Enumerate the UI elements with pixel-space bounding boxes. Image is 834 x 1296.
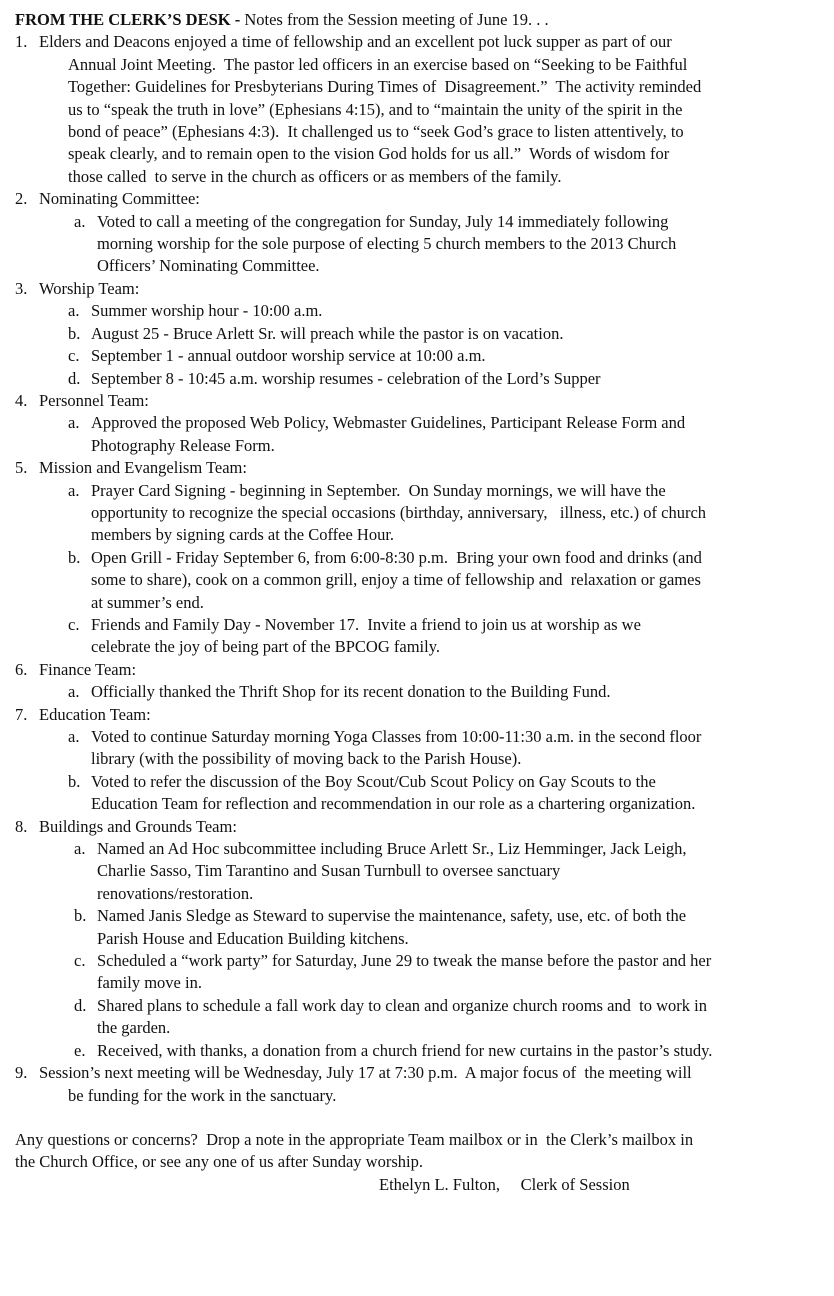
sub-item-text-line: Parish House and Education Building kitchens. [97,928,409,948]
sub-item [68,300,825,322]
sub-list [68,726,825,816]
notes-list [15,31,825,1107]
sub-item-text-line: Summer worship hour - 10:00 a.m. [91,301,323,321]
item-title: Education Team: [39,704,151,724]
list-item [15,816,825,1062]
sub-item-letter: d. [68,368,81,388]
sub-item-text-line: September 1 - annual outdoor worship service at 10:00 a.m. [91,346,486,366]
sub-item-letter: b. [68,547,81,567]
sub-item-text-line: morning worship for the sole purpose of electing 5 church members to the 2013 Church [97,234,677,254]
sub-item-text-line: Voted to continue Saturday morning Yoga Classes from 10:00-11:30 a.m. in the second floor [91,727,702,746]
sub-item-text-line: Officially thanked the Thrift Shop for its recent donation to the Building Fund. [91,682,611,702]
sub-item-letter: d. [74,995,87,1015]
list-item [15,659,825,704]
item-text-line: us to “speak the truth in love” (Ephesians 4:15), and to “maintain the unity of the spirit in the [68,99,683,119]
item-text-line: those called to serve in the church as officers or as members of the family. [68,166,562,186]
closing-text-line: the Church Office, or see any one of us after Sunday worship. [15,1152,423,1172]
sub-item-text-line: family move in. [97,973,202,993]
sub-list [68,681,825,703]
sub-item [68,480,825,547]
sub-item [74,905,825,950]
heading-rest: Notes from the Session meeting of June 19. . . [240,10,549,29]
item-number: 6. [15,659,28,679]
sub-item-text-line: the garden. [97,1018,171,1038]
item-number: 3. [15,278,28,298]
sub-list [74,211,825,278]
sub-item-text-line: Approved the proposed Web Policy, Webmaster Guidelines, Participant Release Form and [91,413,686,433]
sub-item-text-line: Prayer Card Signing - beginning in September. On Sunday mornings, we will have the [91,480,666,500]
closing-text-line: Any questions or concerns? Drop a note in the appropriate Team mailbox or in the Clerk’s mailbox in [15,1129,694,1149]
list-item [15,390,825,457]
item-number: 7. [15,704,28,724]
sub-item-text-line: August 25 - Bruce Arlett Sr. will preach while the pastor is on vacation. [91,323,564,343]
sub-item-letter: a. [74,211,86,231]
item-number: 9. [15,1063,28,1083]
list-item [15,704,825,816]
sub-item [68,681,825,703]
sub-item-letter: a. [68,301,80,321]
sub-item-text-line: Scheduled a “work party” for Saturday, June 29 to tweak the manse before the pastor and her [97,951,712,971]
sub-list [68,300,825,390]
sub-item-letter: e. [74,1040,86,1060]
sub-item-text-line: Charlie Sasso, Tim Tarantino and Susan Turnbull to oversee sanctuary [97,861,561,881]
sub-item-text-line: September 8 - 10:45 a.m. worship resumes - celebration of the Lord’s Supper [91,368,601,388]
sub-item-text-line: Photography Release Form. [91,435,275,455]
list-item [15,188,825,278]
item-text-line: speak clearly, and to remain open to the vision God holds for us all.” Words of wisdom for [68,144,670,164]
item-title: Worship Team: [39,278,140,298]
sub-list [68,480,825,659]
sub-item-text-line: at summer’s end. [91,592,204,612]
signature-name: Ethelyn L. Fulton, [379,1174,500,1194]
sub-item-text-line: members by signing cards at the Coffee Hour. [91,525,395,545]
item-title: Mission and Evangelism Team: [39,458,247,478]
sub-list [74,838,825,1062]
sub-item [68,368,825,390]
sub-item-letter: a. [68,682,80,702]
sub-item-letter: c. [68,346,80,366]
sub-item [68,345,825,367]
sub-item-text-line: Voted to refer the discussion of the Boy Scout/Cub Scout Policy on Gay Scouts to the [91,771,656,791]
sub-item-letter: a. [68,480,80,500]
signature-line [15,1174,825,1196]
sub-list [68,412,825,457]
clerk-notes-page [15,9,825,1196]
heading-bold: FROM THE CLERK’S DESK - [15,10,241,29]
item-text-line: Together: Guidelines for Presbyterians During Times of Disagreement.” The activity reminded [68,77,702,97]
page-heading [15,9,825,31]
list-item [15,278,825,390]
list-item [15,457,825,659]
sub-item [68,614,825,659]
sub-item-letter: a. [74,839,86,859]
item-number: 5. [15,458,28,478]
sub-item-text-line: Education Team for reflection and recommendation in our role as a chartering organization. [91,794,696,814]
sub-item-text-line: Open Grill - Friday September 6, from 6:00-8:30 p.m. Bring your own food and drinks (and [91,547,702,567]
item-number: 8. [15,816,28,836]
closing-paragraph [15,1129,825,1174]
sub-item [68,412,825,457]
item-text-line: bond of peace” (Ephesians 4:3). It challenged us to “seek God’s grace to listen attentively, to [68,122,684,142]
list-item [15,1062,825,1107]
sub-item [68,323,825,345]
sub-item-text-line: opportunity to recognize the special occasions (birthday, anniversary, illness, etc.) of church [91,502,707,522]
sub-item-text-line: renovations/restoration. [97,883,254,903]
item-title: Finance Team: [39,659,137,679]
sub-item-text-line: Voted to call a meeting of the congregation for Sunday, July 14 immediately following [97,211,669,231]
sub-item-text-line: Received, with thanks, a donation from a church friend for new curtains in the pastor’s study. [97,1040,713,1060]
sub-item-letter: b. [74,906,87,926]
item-text-line: Session’s next meeting will be Wednesday, July 17 at 7:30 p.m. A major focus of the meeting will [39,1063,692,1083]
signature-title: Clerk of Session [520,1174,630,1194]
sub-item-text-line: Shared plans to schedule a fall work day to clean and organize church rooms and to work in [97,995,708,1015]
item-title: Buildings and Grounds Team: [39,816,237,836]
sub-item-text-line: Officers’ Nominating Committee. [97,256,320,276]
sub-item-letter: b. [68,323,81,343]
closing-section [15,1129,825,1196]
sub-item-text-line: celebrate the joy of being part of the BPCOG family. [91,637,440,657]
item-number: 2. [15,189,28,209]
sub-item-letter: c. [68,614,80,634]
sub-item-letter: a. [68,413,80,433]
item-text-line: be funding for the work in the sanctuary. [68,1085,337,1105]
sub-item-text-line: some to share), cook on a common grill, enjoy a time of fellowship and relaxation or games [91,570,701,590]
sub-item-text-line: Named an Ad Hoc subcommittee including Bruce Arlett Sr., Liz Hemminger, Jack Leigh, [97,839,687,859]
sub-item [68,771,825,816]
sub-item [74,838,825,905]
sub-item [74,950,825,995]
item-title: Nominating Committee: [39,189,200,209]
sub-item [68,547,825,614]
sub-item-text-line: Named Janis Sledge as Steward to supervise the maintenance, safety, use, etc. of both the [97,906,687,926]
item-number: 4. [15,390,28,410]
sub-item-letter: a. [68,727,80,746]
sub-item-text-line: library (with the possibility of moving back to the Parish House). [91,749,522,769]
item-number: 1. [15,32,28,52]
sub-item [74,211,825,278]
list-item [15,31,825,188]
sub-item-letter: b. [68,771,81,791]
sub-item [74,1040,825,1062]
item-text-line: Annual Joint Meeting. The pastor led officers in an exercise based on “Seeking to be Faithful [68,54,688,74]
sub-item-letter: c. [74,951,86,971]
sub-item [68,726,825,771]
item-title: Personnel Team: [39,390,149,410]
sub-item [74,995,825,1040]
item-text-line: Elders and Deacons enjoyed a time of fellowship and an excellent pot luck supper as part of our [39,32,672,52]
sub-item-text-line: Friends and Family Day - November 17. Invite a friend to join us at worship as we [91,614,641,634]
